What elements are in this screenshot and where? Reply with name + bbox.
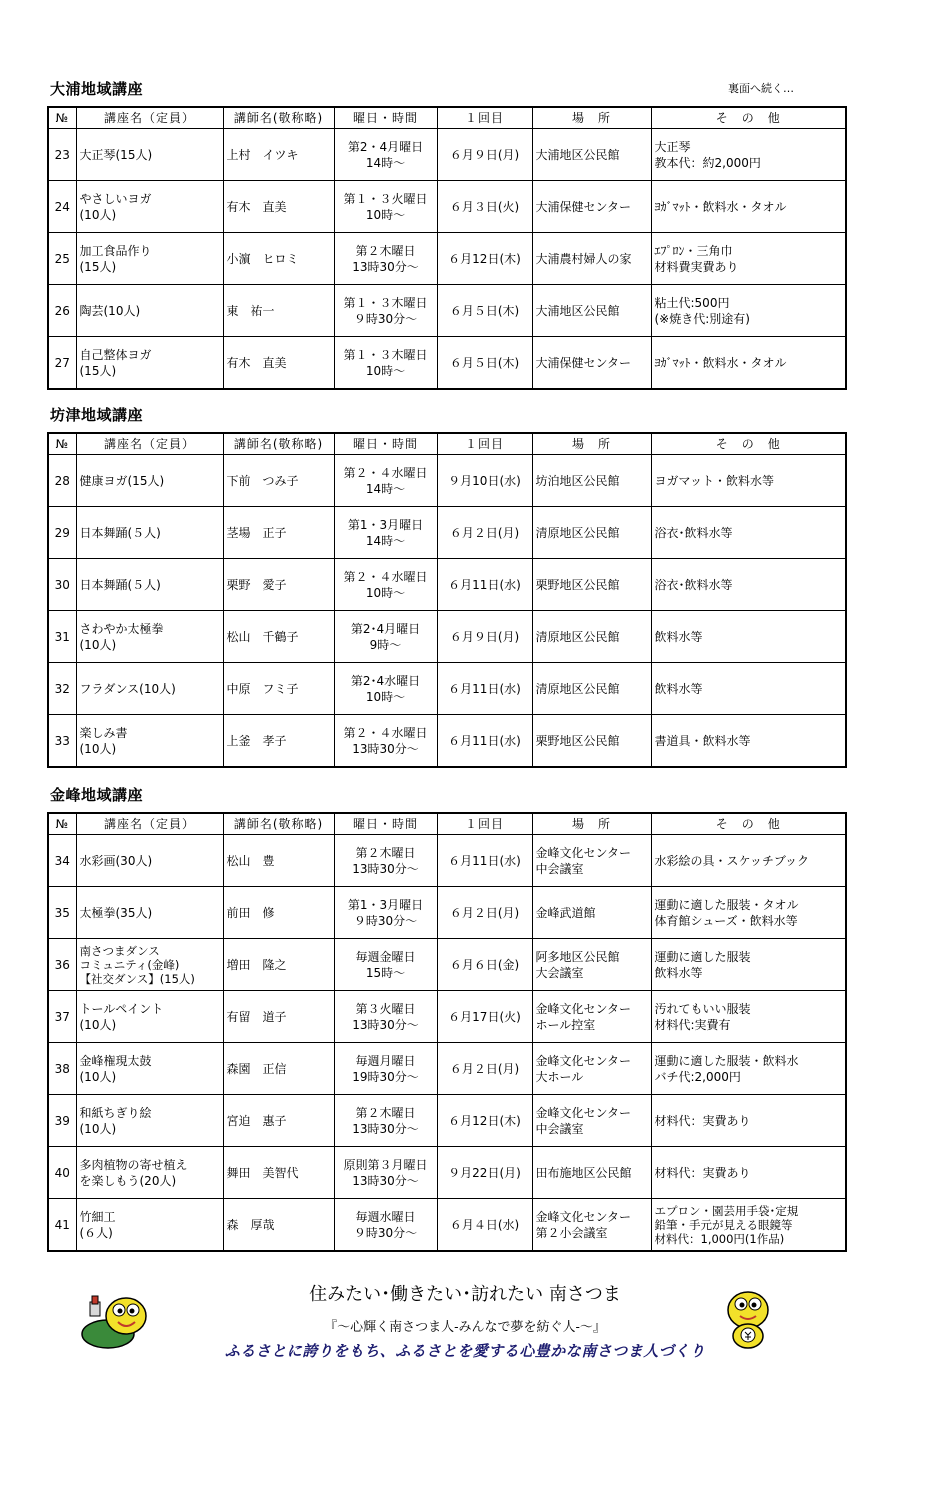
cell-place: 大浦地区公民館 (532, 129, 651, 181)
cell-name: 自己整体ヨガ (15人) (76, 337, 223, 390)
cell-teacher: 松山 千鶴子 (223, 611, 334, 663)
header-teacher: 講師名(敬称略) (223, 107, 334, 129)
cell-name: トールペイント (10人) (76, 991, 223, 1043)
lecture-table-bonotsu (47, 432, 847, 768)
cell-time: 毎週水曜日 ９時30分～ (334, 1199, 437, 1252)
cell-time: 第1・3月曜日 14時～ (334, 507, 437, 559)
header-place: 場 所 (532, 433, 651, 455)
cell-no: 34 (48, 835, 76, 887)
cell-first: ６月４日(水) (437, 1199, 532, 1252)
cell-other: 水彩絵の具・スケッチブック (651, 835, 846, 887)
section-title-oura: 大浦地域講座 (50, 80, 144, 98)
header-other: そ の 他 (651, 107, 846, 129)
cell-place: 金峰文化センター ホール控室 (532, 991, 651, 1043)
header-name: 講座名（定員） (76, 813, 223, 835)
section-title-bonotsu: 坊津地域講座 (50, 406, 144, 424)
cell-no: 36 (48, 939, 76, 991)
cell-time: 毎週月曜日 19時30分～ (334, 1043, 437, 1095)
table-row (48, 1095, 846, 1147)
table-row (48, 663, 846, 715)
header-time: 曜日・時間 (334, 107, 437, 129)
cell-first: ６月11日(水) (437, 715, 532, 768)
cell-other: 材料代：実費あり (651, 1095, 846, 1147)
table-row (48, 1199, 846, 1252)
table-header-row (48, 813, 846, 835)
cell-time: 第１・３木曜日 10時～ (334, 337, 437, 390)
cell-place: 栗野地区公民館 (532, 715, 651, 768)
cell-place: 金峰武道館 (532, 887, 651, 939)
cell-no: 26 (48, 285, 76, 337)
cell-other: 汚れてもいい服装 材料代:実費有 (651, 991, 846, 1043)
cell-first: ６月９日(月) (437, 611, 532, 663)
cell-time: 第２・４水曜日 13時30分～ (334, 715, 437, 768)
cell-name: 金峰権現太鼓 (10人) (76, 1043, 223, 1095)
header-place: 場 所 (532, 107, 651, 129)
cell-other: 運動に適した服装・タオル 体育館シューズ・飲料水等 (651, 887, 846, 939)
table-row (48, 939, 846, 991)
cell-no: 33 (48, 715, 76, 768)
table-header-row (48, 433, 846, 455)
cell-name: 加工食品作り (15人) (76, 233, 223, 285)
table-row (48, 715, 846, 768)
cell-other: ﾖｶﾞﾏｯﾄ・飲料水・タオル (651, 181, 846, 233)
table-row (48, 181, 846, 233)
footer-goal: ふるさとに誇りをもち、ふるさとを愛する心豊かな南さつま人づくり (224, 1342, 706, 1360)
header-time: 曜日・時間 (334, 433, 437, 455)
cell-no: 30 (48, 559, 76, 611)
cell-first: ６月２日(月) (437, 1043, 532, 1095)
cell-time: 第2・4月曜日 14時～ (334, 129, 437, 181)
cell-no: 28 (48, 455, 76, 507)
table-row (48, 285, 846, 337)
cell-other: 書道具・飲料水等 (651, 715, 846, 768)
cell-teacher: 茎場 正子 (223, 507, 334, 559)
header-name: 講座名（定員） (76, 433, 223, 455)
cell-time: 第３火曜日 13時30分～ (334, 991, 437, 1043)
cell-teacher: 小濵 ヒロミ (223, 233, 334, 285)
turtle-mascot-icon (78, 1292, 150, 1352)
cell-time: 第２木曜日 13時30分～ (334, 835, 437, 887)
header-teacher: 講師名(敬称略) (223, 813, 334, 835)
cell-other: 材料代：実費あり (651, 1147, 846, 1199)
cell-other: 飲料水等 (651, 663, 846, 715)
table-row (48, 507, 846, 559)
header-time: 曜日・時間 (334, 813, 437, 835)
table-row (48, 887, 846, 939)
cell-first: ６月５日(木) (437, 337, 532, 390)
cell-time: 第1・3月曜日 ９時30分～ (334, 887, 437, 939)
cell-other: 運動に適した服装・飲料水 バチ代:2,000円 (651, 1043, 846, 1095)
continue-note: 裏面へ続く… (728, 82, 794, 95)
cell-first: ６月12日(木) (437, 1095, 532, 1147)
cell-name: やさしいヨガ (10人) (76, 181, 223, 233)
cell-other: 運動に適した服装 飲料水等 (651, 939, 846, 991)
cell-time: 原則第３月曜日 13時30分～ (334, 1147, 437, 1199)
cell-name: 南さつまダンス コミュニティ(金峰) 【社交ダンス】(15人) (76, 939, 223, 991)
table-row (48, 337, 846, 390)
cell-place: 大浦農村婦人の家 (532, 233, 651, 285)
cell-first: ９月10日(水) (437, 455, 532, 507)
cell-time: 第２・４水曜日 10時～ (334, 559, 437, 611)
cell-teacher: 増田 隆之 (223, 939, 334, 991)
cell-other: 浴衣･飲料水等 (651, 559, 846, 611)
header-no: № (48, 433, 76, 455)
cell-no: 38 (48, 1043, 76, 1095)
cell-teacher: 舞田 美智代 (223, 1147, 334, 1199)
cell-place: 田布施地区公民館 (532, 1147, 651, 1199)
cell-teacher: 森 厚哉 (223, 1199, 334, 1252)
cell-other: 大正琴 教本代：約2,000円 (651, 129, 846, 181)
cell-place: 大浦地区公民館 (532, 285, 651, 337)
cell-teacher: 上村 イツキ (223, 129, 334, 181)
cell-other: エプロン・園芸用手袋･定規 鉛筆・手元が見える眼鏡等 材料代：1,000円(1作品) (651, 1199, 846, 1252)
cell-first: ６月11日(水) (437, 559, 532, 611)
cell-no: 25 (48, 233, 76, 285)
cell-name: 太極拳(35人) (76, 887, 223, 939)
cell-other: 飲料水等 (651, 611, 846, 663)
cell-name: 水彩画(30人) (76, 835, 223, 887)
cell-teacher: 有木 直美 (223, 337, 334, 390)
header-other: そ の 他 (651, 433, 846, 455)
cell-time: 第2･4水曜日 10時～ (334, 663, 437, 715)
cell-no: 24 (48, 181, 76, 233)
cell-teacher: 有留 道子 (223, 991, 334, 1043)
cell-place: 清原地区公民館 (532, 611, 651, 663)
cell-other: 浴衣･飲料水等 (651, 507, 846, 559)
table-row (48, 129, 846, 181)
cell-place: 大浦保健センター (532, 181, 651, 233)
cell-place: 金峰文化センター 大ホール (532, 1043, 651, 1095)
table-row (48, 1043, 846, 1095)
cell-teacher: 有木 直美 (223, 181, 334, 233)
table-row (48, 835, 846, 887)
table-row (48, 559, 846, 611)
cell-name: 大正琴(15人) (76, 129, 223, 181)
cell-place: 清原地区公民館 (532, 663, 651, 715)
cell-first: ６月11日(水) (437, 835, 532, 887)
cell-first: ６月９日(月) (437, 129, 532, 181)
cell-teacher: 下前 つみ子 (223, 455, 334, 507)
cell-name: 健康ヨガ(15人) (76, 455, 223, 507)
cell-name: 陶芸(10人) (76, 285, 223, 337)
table-row (48, 1147, 846, 1199)
cell-no: 40 (48, 1147, 76, 1199)
lecture-table-oura (47, 106, 847, 390)
cell-time: 第１・３火曜日 10時～ (334, 181, 437, 233)
cell-place: 金峰文化センター 中会議室 (532, 835, 651, 887)
table-row (48, 233, 846, 285)
cell-first: ６月５日(木) (437, 285, 532, 337)
cell-place: 栗野地区公民館 (532, 559, 651, 611)
cell-no: 32 (48, 663, 76, 715)
cell-other: 粘土代:500円 (※焼き代:別途有) (651, 285, 846, 337)
cell-no: 29 (48, 507, 76, 559)
header-no: № (48, 813, 76, 835)
table-row (48, 455, 846, 507)
cell-name: フラダンス(10人) (76, 663, 223, 715)
cell-place: 金峰文化センター 第２小会議室 (532, 1199, 651, 1252)
cell-teacher: 栗野 愛子 (223, 559, 334, 611)
cell-teacher: 松山 豊 (223, 835, 334, 887)
cell-teacher: 宮迫 惠子 (223, 1095, 334, 1147)
cell-time: 第2･4月曜日 9時～ (334, 611, 437, 663)
cell-name: 日本舞踊(５人) (76, 559, 223, 611)
cell-first: ６月11日(水) (437, 663, 532, 715)
cell-time: 第２・４水曜日 14時～ (334, 455, 437, 507)
cell-other: ヨガマット・飲料水等 (651, 455, 846, 507)
header-no: № (48, 107, 76, 129)
cell-first: ６月２日(月) (437, 887, 532, 939)
cell-name: 竹細工 (６人) (76, 1199, 223, 1252)
cell-no: 23 (48, 129, 76, 181)
cell-place: 大浦保健センター (532, 337, 651, 390)
cell-first: ６月２日(月) (437, 507, 532, 559)
cell-other: ﾖｶﾞﾏｯﾄ・飲料水・タオル (651, 337, 846, 390)
cell-name: さわやか太極拳 (10人) (76, 611, 223, 663)
section-title-kinpo: 金峰地域講座 (50, 786, 144, 804)
cell-no: 35 (48, 887, 76, 939)
cell-no: 37 (48, 991, 76, 1043)
cell-teacher: 森園 正信 (223, 1043, 334, 1095)
cell-teacher: 中原 フミ子 (223, 663, 334, 715)
cell-time: 第２木曜日 13時30分～ (334, 233, 437, 285)
header-name: 講座名（定員） (76, 107, 223, 129)
header-first: １回目 (437, 813, 532, 835)
cell-teacher: 東 祐一 (223, 285, 334, 337)
cell-first: ６月17日(火) (437, 991, 532, 1043)
cell-name: 楽しみ書 (10人) (76, 715, 223, 768)
cell-name: 多肉植物の寄せ植え を楽しもう(20人) (76, 1147, 223, 1199)
header-teacher: 講師名(敬称略) (223, 433, 334, 455)
cell-place: 金峰文化センター 中会議室 (532, 1095, 651, 1147)
cell-other: ｴﾌﾟﾛﾝ・三角巾 材料費実費あり (651, 233, 846, 285)
footer-motto: 『～心輝く南さつま人-みんなで夢を紡ぐ人-～』 (324, 1320, 606, 1335)
cell-first: ６月６日(金) (437, 939, 532, 991)
cell-place: 清原地区公民館 (532, 507, 651, 559)
cell-name: 和紙ちぎり絵 (10人) (76, 1095, 223, 1147)
cell-time: 第２木曜日 13時30分～ (334, 1095, 437, 1147)
header-other: そ の 他 (651, 813, 846, 835)
table-row (48, 991, 846, 1043)
cell-time: 第１・３木曜日 ９時30分～ (334, 285, 437, 337)
header-first: １回目 (437, 107, 532, 129)
table-header-row (48, 107, 846, 129)
cell-no: 39 (48, 1095, 76, 1147)
cell-place: 坊泊地区公民館 (532, 455, 651, 507)
cell-first: ９月22日(月) (437, 1147, 532, 1199)
lecture-table-kinpo (47, 812, 847, 1252)
cell-no: 27 (48, 337, 76, 390)
header-first: １回目 (437, 433, 532, 455)
cell-teacher: 上釜 孝子 (223, 715, 334, 768)
cell-first: ６月３日(火) (437, 181, 532, 233)
header-place: 場 所 (532, 813, 651, 835)
table-row (48, 611, 846, 663)
cell-name: 日本舞踊(５人) (76, 507, 223, 559)
mascot-icon (722, 1288, 774, 1350)
cell-place: 阿多地区公民館 大会議室 (532, 939, 651, 991)
cell-no: 31 (48, 611, 76, 663)
cell-teacher: 前田 修 (223, 887, 334, 939)
cell-time: 毎週金曜日 15時～ (334, 939, 437, 991)
footer-slogan: 住みたい･働きたい･訪れたい 南さつま (309, 1284, 621, 1305)
cell-first: ６月12日(木) (437, 233, 532, 285)
cell-no: 41 (48, 1199, 76, 1252)
